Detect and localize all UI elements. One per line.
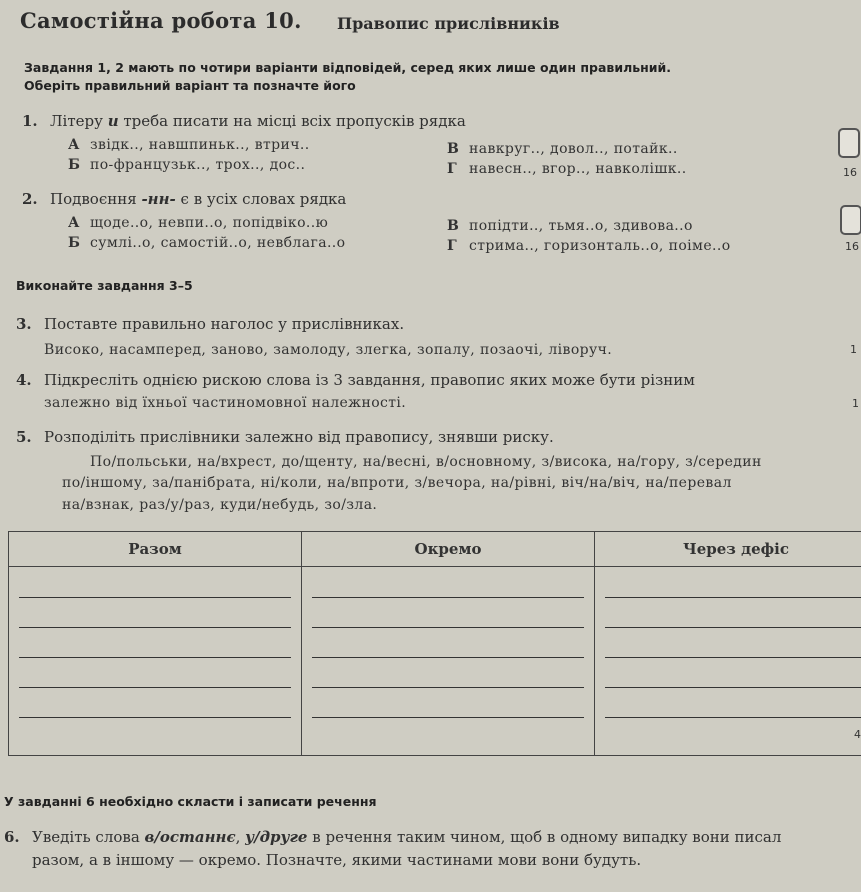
task1-option-v[interactable]	[447, 141, 678, 157]
task2-points: 16	[845, 240, 859, 253]
answer-column-separate[interactable]	[302, 567, 595, 756]
task4-number: 4.	[16, 371, 32, 389]
task5-text: Розподіліть прислівники залежно від правопису, знявши риску.	[44, 428, 554, 446]
instructions-line-1: Завдання 1, 2 мають по чотири варіанти відповідей, серед яких лише один правильний.	[24, 60, 672, 75]
option-letter: В	[447, 141, 460, 157]
task6-question-line-2: разом, а в іншому — окремо. Позначте, якими частинами мови вони будуть.	[32, 851, 642, 869]
answer-column-together[interactable]	[9, 567, 302, 756]
instructions-section-3: У завданні 6 необхідно скласти і записати речення	[4, 794, 377, 809]
task1-option-b[interactable]	[68, 157, 305, 173]
option-text: навкруг.., довол.., потайк..	[469, 141, 678, 157]
option-letter: Б	[68, 235, 81, 251]
answer-table-header	[9, 532, 861, 567]
instructions-section-2: Виконайте завдання 3–5	[16, 278, 193, 293]
option-text: сумлі..о, самостій..о, невблага..о	[90, 235, 346, 251]
task1-suffix: треба писати на місці всіх пропусків рядка	[118, 112, 466, 130]
column-header-separate: Окремо	[302, 532, 595, 567]
task6-word-1: в/останнє	[144, 828, 236, 846]
task2-option-b[interactable]	[68, 235, 345, 251]
task1-number: 1.	[22, 112, 38, 130]
option-text: по-французьк.., трох.., дос..	[90, 157, 306, 173]
task6-number: 6.	[4, 828, 20, 846]
task2-letter: -нн-	[141, 190, 176, 208]
task2-question	[22, 190, 346, 208]
task1-prefix: Літеру	[50, 112, 108, 130]
task2-option-v[interactable]	[447, 218, 693, 234]
task2-number: 2.	[22, 190, 38, 208]
task1-option-a[interactable]	[68, 137, 310, 153]
task2-prefix: Подвоєння	[50, 190, 142, 208]
task5-question	[16, 428, 554, 446]
task2-suffix: є в усіх словах рядка	[175, 190, 347, 208]
instructions-line-2: Оберіть правильний варіант та позначте його	[24, 78, 356, 93]
task1-option-h[interactable]	[447, 161, 687, 177]
task5-words-line-3: на/взнак, раз/у/раз, куди/небудь, зо/зла.	[62, 497, 378, 513]
task4-question-line-2: залежно від їхньої частиномовної належності.	[44, 395, 407, 411]
task6-prefix: Уведіть слова	[32, 828, 145, 846]
option-letter: В	[447, 218, 460, 234]
task6-suffix: в речення таким чином, щоб в одному випадку вони писал	[307, 828, 782, 846]
task5-points: 4	[854, 728, 861, 741]
answer-line[interactable]	[19, 717, 291, 718]
task6-word-2: у/друге	[245, 828, 308, 846]
task1-points: 16	[843, 166, 857, 179]
task1-question	[22, 112, 466, 130]
task2-answer-box[interactable]	[840, 205, 861, 235]
task3-number: 3.	[16, 315, 32, 333]
option-text: звідк.., навшпиньк.., втрич..	[90, 137, 310, 153]
option-letter: А	[68, 215, 80, 231]
task5-number: 5.	[16, 428, 32, 446]
task6-question-line-1	[4, 828, 781, 846]
column-header-hyphen: Через дефіс	[595, 532, 861, 567]
option-letter: Г	[447, 161, 458, 177]
option-text: навесн.., вгор.., навколішк..	[469, 161, 687, 177]
task4-line1: Підкресліть однією рискою слова із 3 завдання, правопис яких може бути різним	[44, 371, 695, 389]
answer-column-hyphen[interactable]	[595, 567, 861, 756]
task2-option-h[interactable]	[447, 238, 731, 254]
task2-option-a[interactable]	[68, 215, 328, 231]
task3-question	[16, 315, 404, 333]
task5-words-line-1: По/польськи, на/вхрест, до/щенту, на/весні, в/основному, з/висока, на/гору, з/середин	[90, 454, 762, 470]
task1-answer-box[interactable]	[838, 128, 860, 158]
option-text: щоде..о, невпи..о, попідвіко..ю	[90, 215, 329, 231]
option-letter: Б	[68, 157, 81, 173]
task3-text: Поставте правильно наголос у прислівниках.	[44, 315, 405, 333]
page-title: Самостійна робота 10.	[20, 8, 302, 33]
option-letter: Г	[447, 238, 458, 254]
task3-words: Високо, насамперед, заново, замолоду, злегка, зопалу, позаочі, ліворуч.	[44, 342, 613, 358]
answer-table-body	[9, 567, 861, 756]
option-letter: А	[68, 137, 80, 153]
page-subtitle: Правопис прислівників	[337, 14, 560, 33]
answer-line[interactable]	[312, 717, 584, 718]
task6-separator: ,	[235, 828, 246, 846]
answer-line[interactable]	[605, 717, 861, 718]
option-text: стрима.., горизонталь..о, поіме..о	[469, 238, 731, 254]
option-text: попідти.., тьмя..о, здивова..о	[469, 218, 693, 234]
task3-points: 1	[850, 343, 857, 356]
column-header-together: Разом	[9, 532, 302, 567]
task4-points: 1	[852, 397, 859, 410]
task1-letter: и	[107, 112, 119, 130]
task5-words-line-2: по/іншому, за/панібрата, ні/коли, на/впроти, з/вечора, на/рівні, віч/на/віч, на/перевал	[62, 475, 732, 491]
answer-table	[8, 531, 861, 756]
task4-question-line-1	[16, 371, 695, 389]
